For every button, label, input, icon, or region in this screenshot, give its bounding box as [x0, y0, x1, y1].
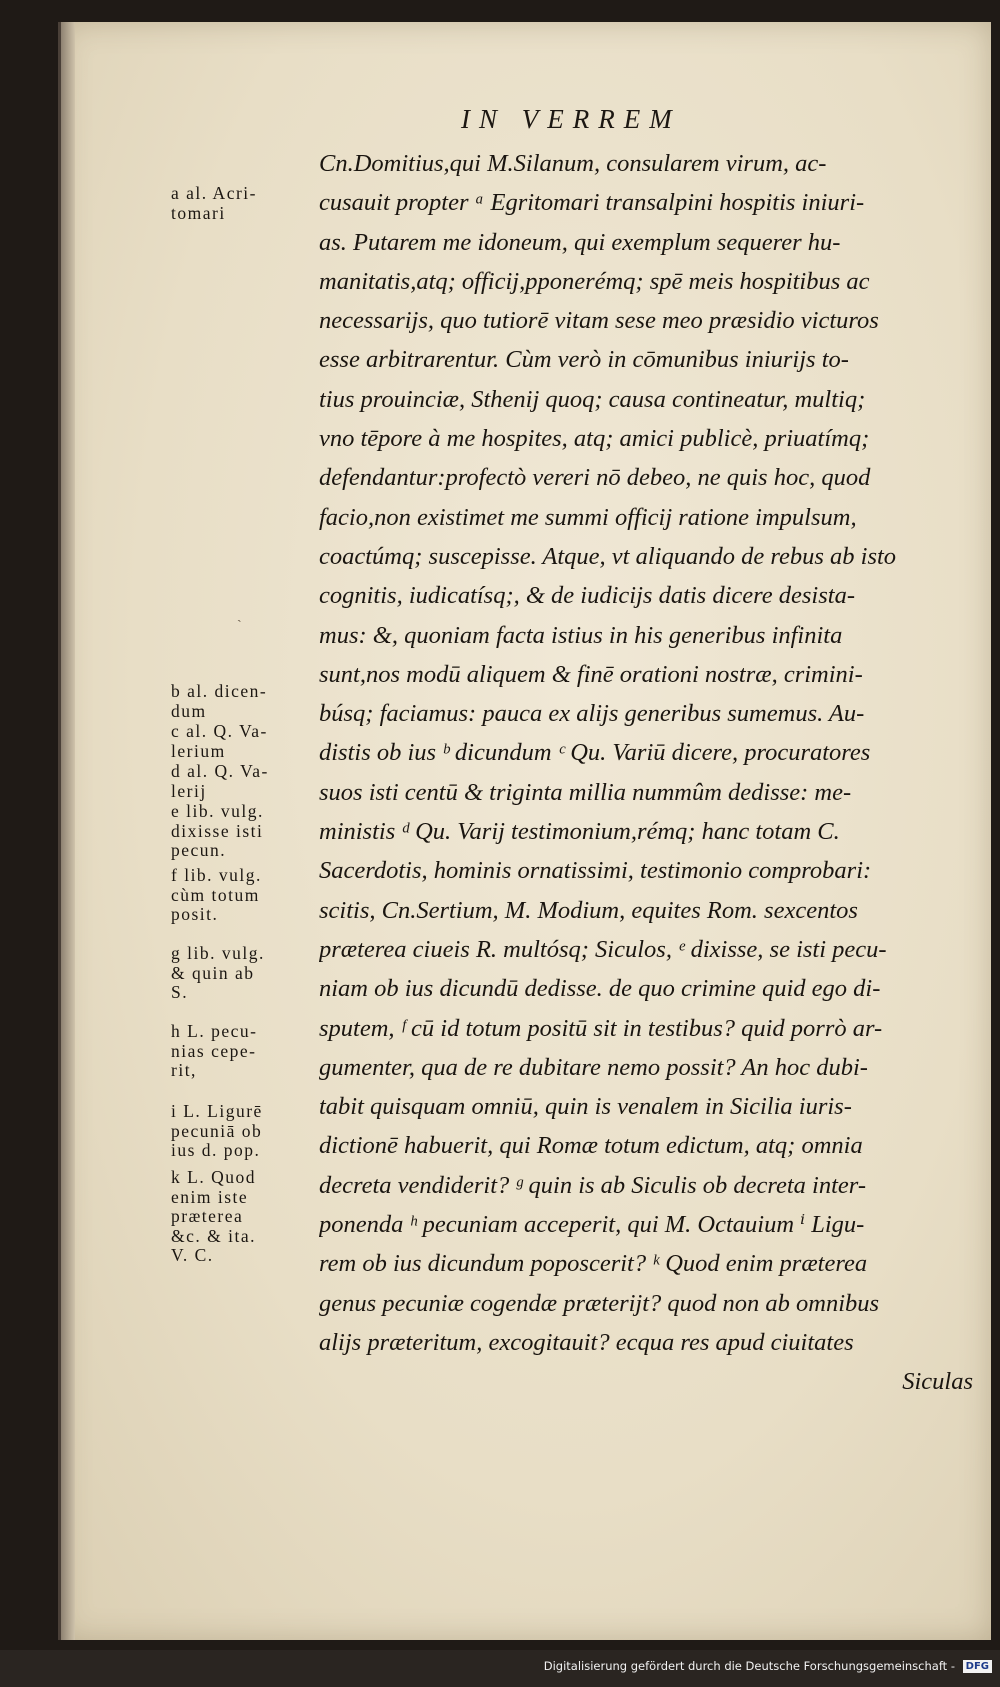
body-line: Cn.Domitius,qui M.Silanum, consularem virum, ac- [319, 150, 827, 177]
marginal-note-f [171, 866, 262, 925]
body-line: niam ob ius dicundū dedisse. de quo crimine quid ego di- [319, 975, 881, 1003]
body-line: sunt,nos modū aliquem & finē orationi nostræ, crimini- [319, 660, 863, 688]
body-line: ministis ᵈ Qu. Varij testimonium,rémq; hanc totam C. [319, 818, 840, 846]
marginal-note-line: k L. Quod [171, 1167, 256, 1187]
body-line: tabit quisquam omniū, quin is venalem in Sicilia iuris- [319, 1093, 852, 1121]
body-line: facio,non existimet me summi officij ratione impulsum, [319, 503, 857, 531]
body-line: coactúmq; suscepisse. Atque, vt aliquando de rebus ab isto [319, 542, 897, 570]
marginal-note-line: præterea [171, 1206, 244, 1226]
body-line: sputem, ᶠ cū id totum positū sit in testibus? quid porrò ar- [319, 1014, 883, 1042]
marginal-note-line: dixisse isti [171, 820, 264, 841]
catchword: Siculas [902, 1368, 973, 1396]
marginal-note-line: V. C. [171, 1245, 214, 1265]
marginal-note-line: c al. Q. Va- [171, 721, 268, 741]
body-line: defendantur:profectò vereri nō debeo, ne quis hoc, quod [319, 464, 871, 492]
marginal-note-a [171, 184, 257, 223]
body-line: Sacerdotis, hominis ornatissimi, testimonio comprobari: [319, 857, 872, 885]
body-line: ponenda ʰ pecuniam acceperit, qui M. Octauium ⁱ Ligu- [319, 1211, 865, 1239]
marginal-note-line: f lib. vulg. [171, 865, 262, 885]
body-line: mus: &, quoniam facta istius in his generibus infinita [319, 621, 843, 649]
marginal-note-d [171, 762, 269, 801]
marginal-note-line: &c. & ita. [171, 1225, 256, 1246]
body-line: gumenter, qua de re dubitare nemo possit? An hoc dubi- [319, 1053, 868, 1081]
marginal-note-line: dum [171, 700, 207, 721]
body-line: as. Putarem me idoneum, qui exemplum sequerer hu- [319, 228, 841, 256]
body-text [319, 144, 991, 1402]
book-page [58, 22, 991, 1640]
dfg-logo: DFG [963, 1660, 992, 1673]
marginal-note-line: e lib. vulg. [171, 801, 264, 821]
marginal-note-i [171, 1102, 263, 1161]
credit-text: Digitalisierung gefördert durch die Deutsche Forschungsgemeinschaft - [543, 1659, 955, 1673]
marginal-note-e [171, 802, 264, 861]
marginal-note-c [171, 722, 268, 761]
marginal-note-k [171, 1168, 256, 1266]
body-line: genus pecuniæ cogendæ præterijt? quod non ab omnibus [319, 1289, 880, 1317]
body-line: esse arbitrarentur. Cùm verò in cōmunibus iniurijs to- [319, 346, 849, 374]
marginal-note-line: nias cepe- [171, 1040, 257, 1061]
body-line: suos isti centū & triginta millia nummûm dedisse: me- [319, 778, 852, 806]
marginal-note-b [171, 682, 267, 721]
marginal-note-line: i L. Ligurē [171, 1101, 263, 1121]
body-line: búsq; faciamus: pauca ex alijs generibus sumemus. Au- [319, 700, 865, 728]
marginal-note-line: tomari [171, 202, 226, 223]
digitization-credit [544, 1659, 992, 1673]
marginal-note-line: & quin ab [171, 962, 255, 983]
marginal-note-line: a al. Acri- [171, 183, 257, 203]
running-header: IN VERREM [461, 104, 681, 134]
marginal-note-line: d al. Q. Va- [171, 761, 269, 781]
marginal-note-line: rit, [171, 1060, 197, 1080]
marginal-note-line: S. [171, 982, 189, 1002]
marginal-note-h [171, 1022, 257, 1081]
marginal-note-line: lerij [171, 780, 207, 801]
body-line: vno tēpore à me hospites, atq; amici publicè, priuatímq; [319, 425, 870, 453]
marginal-note-line: enim iste [171, 1186, 249, 1207]
marginal-note-line: posit. [171, 904, 219, 924]
marginal-note-line: g lib. vulg. [171, 943, 265, 963]
marginal-note-line: pecuniā ob [171, 1120, 263, 1141]
page-gutter [61, 22, 75, 1640]
body-line: alijs præteritum, excogitauit? ecqua res apud ciuitates [319, 1328, 854, 1356]
ink-speck: ˎ [237, 608, 242, 623]
marginal-note-g [171, 944, 265, 1003]
body-line: cognitis, iudicatísq;, & de iudicijs datis dicere desista- [319, 582, 855, 610]
marginal-note-line: b al. dicen- [171, 681, 268, 701]
marginal-note-line: h L. pecu- [171, 1021, 258, 1041]
marginal-note-line: lerium [171, 740, 226, 761]
marginal-note-line: pecun. [171, 840, 227, 860]
marginal-note-line: ius d. pop. [171, 1140, 261, 1160]
body-line: decreta vendiderit? ᵍ quin is ab Siculis ob decreta inter- [319, 1171, 866, 1199]
body-line: distis ob ius ᵇ dicundum ᶜ Qu. Variū dicere, procuratores [319, 739, 871, 767]
body-line: tius prouinciæ, Sthenij quoq; causa contineatur, multiq; [319, 385, 866, 413]
body-line: scitis, Cn.Sertium, M. Modium, equites Rom. sexcentos [319, 896, 858, 924]
body-line: cusauit propter ᵃ Egritomari transalpini hospitis iniuri- [319, 189, 865, 217]
body-line: manitatis,atq; officij,pponerémq; spē meis hospitibus ac [319, 267, 870, 295]
body-line: rem ob ius dicundum poposcerit? ᵏ Quod enim præterea [319, 1250, 868, 1278]
body-line: necessarijs, quo tutiorē vitam sese meo præsidio victuros [319, 307, 879, 335]
body-line: præterea ciueis R. multósq; Siculos, ᵉ dixisse, se isti pecu- [319, 935, 887, 963]
marginal-note-line: cùm totum [171, 884, 260, 905]
body-line: dictionē habuerit, qui Romæ totum edictum, atq; omnia [319, 1132, 863, 1160]
